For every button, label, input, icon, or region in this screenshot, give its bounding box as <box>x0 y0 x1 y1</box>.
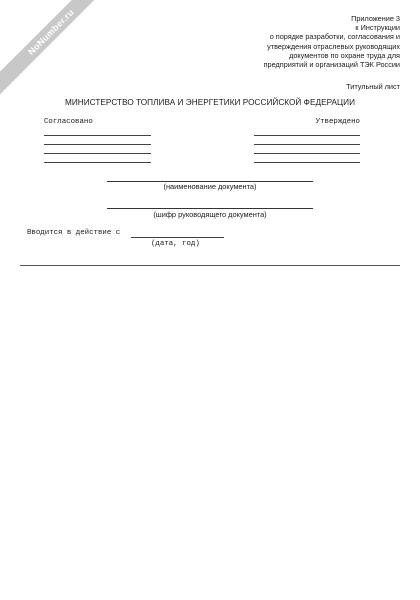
appendix-line: о порядке разработки, согласования и <box>269 32 400 42</box>
appendix-line: к Инструкции <box>355 23 400 33</box>
agreed-signature-line <box>44 144 151 145</box>
appendix-line: Приложение 3 <box>351 14 400 23</box>
approved-signature-line <box>254 135 360 136</box>
agreed-label: Согласовано <box>44 118 93 126</box>
approved-signature-line <box>254 144 360 145</box>
title-sheet-label: Титульный лист <box>346 82 400 91</box>
document-code-line <box>107 208 313 209</box>
appendix-block <box>190 14 400 69</box>
effective-date-caption: (дата, год) <box>151 240 200 248</box>
appendix-line: утверждения отраслевых руководящих <box>267 41 400 51</box>
approved-signature-line <box>254 162 360 163</box>
watermark-text: NoNumber.ru <box>26 7 76 57</box>
approved-signature-line <box>254 153 360 154</box>
watermark-band <box>0 0 114 105</box>
effective-date-label: Вводится в действие с <box>27 229 121 237</box>
effective-date-line <box>131 237 224 238</box>
appendix-line: документов по охране труда для <box>289 50 400 60</box>
agreed-signature-line <box>44 135 151 136</box>
document-code-caption: (шифр руководящего документа) <box>153 210 267 219</box>
watermark <box>0 0 114 114</box>
ministry-heading: МИНИСТЕРСТВО ТОПЛИВА И ЭНЕРГЕТИКИ РОССИЙСКОЙ ФЕДЕРАЦИИ <box>64 98 356 107</box>
horizontal-divider <box>20 265 400 266</box>
agreed-signature-line <box>44 153 151 154</box>
document-name-caption: (наименование документа) <box>163 182 257 191</box>
appendix-line: предприятий и организаций ТЭК России <box>263 60 400 70</box>
approved-label: Утверждено <box>315 118 360 126</box>
agreed-signature-line <box>44 162 151 163</box>
